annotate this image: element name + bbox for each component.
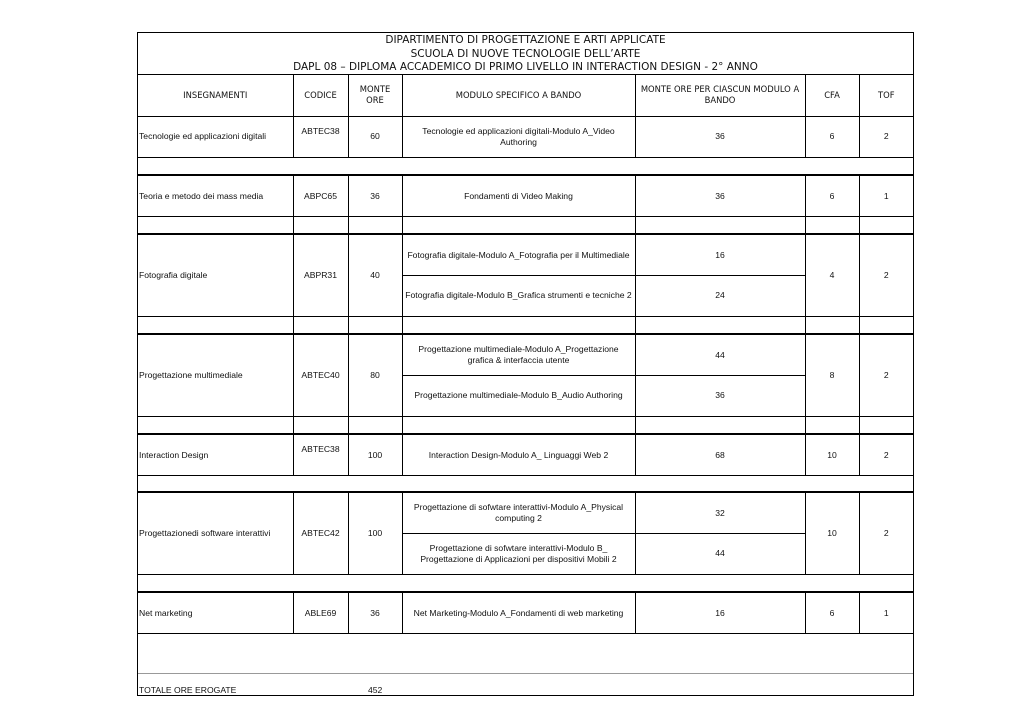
table-row <box>138 116 913 157</box>
module-hours: 36 <box>635 375 805 416</box>
table-row <box>138 492 913 533</box>
course-tof: 2 <box>859 234 913 316</box>
course-hours: 36 <box>348 592 402 633</box>
course-cfa: 6 <box>805 175 859 216</box>
module-title: Progettazione multimediale-Modulo A_Progettazione grafica & interfaccia utente <box>402 334 635 375</box>
course-code: ABTEC38 <box>293 116 348 157</box>
module-hours: 32 <box>635 492 805 533</box>
course-name: Progettazionedi software interattivi <box>138 492 293 574</box>
course-tof: 2 <box>859 492 913 574</box>
course-hours: 36 <box>348 175 402 216</box>
col-header-monte-ore-modulo: MONTE ORE PER CIASCUN MODULO A BANDO <box>635 75 805 116</box>
module-hours: 16 <box>635 234 805 275</box>
course-name: Interaction Design <box>138 434 293 475</box>
total-footer <box>138 653 913 695</box>
course-cfa: 8 <box>805 334 859 416</box>
module-title: Progettazione multimediale-Modulo B_Audio Authoring <box>402 375 635 416</box>
module-hours: 44 <box>635 533 805 574</box>
course-code: ABPC65 <box>293 175 348 216</box>
course-table <box>138 75 913 634</box>
course-cfa: 4 <box>805 234 859 316</box>
spacer-row <box>138 157 913 175</box>
course-name: Progettazione multimediale <box>138 334 293 416</box>
spacer-row <box>138 416 913 434</box>
school-title: SCUOLA DI NUOVE TECNOLOGIE DELL’ARTE <box>410 47 641 60</box>
table-row <box>138 592 913 633</box>
table-row <box>138 175 913 216</box>
col-header-modulo: MODULO SPECIFICO A BANDO <box>402 75 635 116</box>
module-title: Net Marketing-Modulo A_Fondamenti di web marketing <box>402 592 635 633</box>
department-title: DIPARTIMENTO DI PROGETTAZIONE E ARTI APPLICATE <box>385 34 666 46</box>
course-tof: 2 <box>859 334 913 416</box>
course-code: ABPR31 <box>293 234 348 316</box>
module-title: Tecnologie ed applicazioni digitali-Modulo A_Video Authoring <box>402 116 635 157</box>
curriculum-sheet <box>137 32 914 696</box>
col-header-insegnamenti: INSEGNAMENTI <box>138 75 293 116</box>
course-code: ABTEC38 <box>293 434 348 475</box>
module-hours: 44 <box>635 334 805 375</box>
total-value: 452 <box>368 685 383 695</box>
module-title: Fondamenti di Video Making <box>402 175 635 216</box>
col-header-codice: CODICE <box>293 75 348 116</box>
col-header-cfa: CFA <box>805 75 859 116</box>
course-cfa: 6 <box>805 592 859 633</box>
course-hours: 100 <box>348 434 402 475</box>
course-cfa: 10 <box>805 492 859 574</box>
course-tof: 2 <box>859 434 913 475</box>
module-hours: 24 <box>635 275 805 316</box>
spacer-row <box>138 216 913 234</box>
table-header-row <box>138 75 913 116</box>
course-tof: 2 <box>859 116 913 157</box>
course-hours: 100 <box>348 492 402 574</box>
course-hours: 80 <box>348 334 402 416</box>
module-hours: 36 <box>635 116 805 157</box>
course-name: Tecnologie ed applicazioni digitali <box>138 116 293 157</box>
course-name: Teoria e metodo dei mass media <box>138 175 293 216</box>
table-row <box>138 334 913 375</box>
course-tof: 1 <box>859 175 913 216</box>
table-row <box>138 234 913 275</box>
course-hours: 60 <box>348 116 402 157</box>
module-title: Progettazione di sofwtare interattivi-Modulo A_Physical computing 2 <box>402 492 635 533</box>
module-hours: 36 <box>635 175 805 216</box>
module-title: Fotografia digitale-Modulo B_Grafica strumenti e tecniche 2 <box>402 275 635 316</box>
col-header-tof: TOF <box>859 75 913 116</box>
document-header <box>138 33 913 75</box>
course-name: Fotografia digitale <box>138 234 293 316</box>
total-label: TOTALE ORE EROGATE <box>139 685 237 695</box>
course-code: ABTEC42 <box>293 492 348 574</box>
module-title: Fotografia digitale-Modulo A_Fotografia per il Multimediale <box>402 234 635 275</box>
module-hours: 68 <box>635 434 805 475</box>
course-cfa: 6 <box>805 116 859 157</box>
module-title: Interaction Design-Modulo A_ Linguaggi Web 2 <box>402 434 635 475</box>
course-code: ABLE69 <box>293 592 348 633</box>
course-tof: 1 <box>859 592 913 633</box>
course-name: Net marketing <box>138 592 293 633</box>
spacer-row <box>138 316 913 334</box>
footer-divider <box>138 673 913 674</box>
course-hours: 40 <box>348 234 402 316</box>
spacer-row <box>138 574 913 592</box>
col-header-monte-ore: MONTE ORE <box>348 75 402 116</box>
module-title: Progettazione di sofwtare interattivi-Modulo B_ Progettazione di Applicazioni per dispositivi Mobili 2 <box>402 533 635 574</box>
course-code: ABTEC40 <box>293 334 348 416</box>
spacer-row <box>138 475 913 492</box>
table-row <box>138 434 913 475</box>
course-cfa: 10 <box>805 434 859 475</box>
diploma-title: DAPL 08 – DIPLOMA ACCADEMICO DI PRIMO LIVELLO IN INTERACTION DESIGN - 2° ANNO <box>293 61 758 73</box>
module-hours: 16 <box>635 592 805 633</box>
